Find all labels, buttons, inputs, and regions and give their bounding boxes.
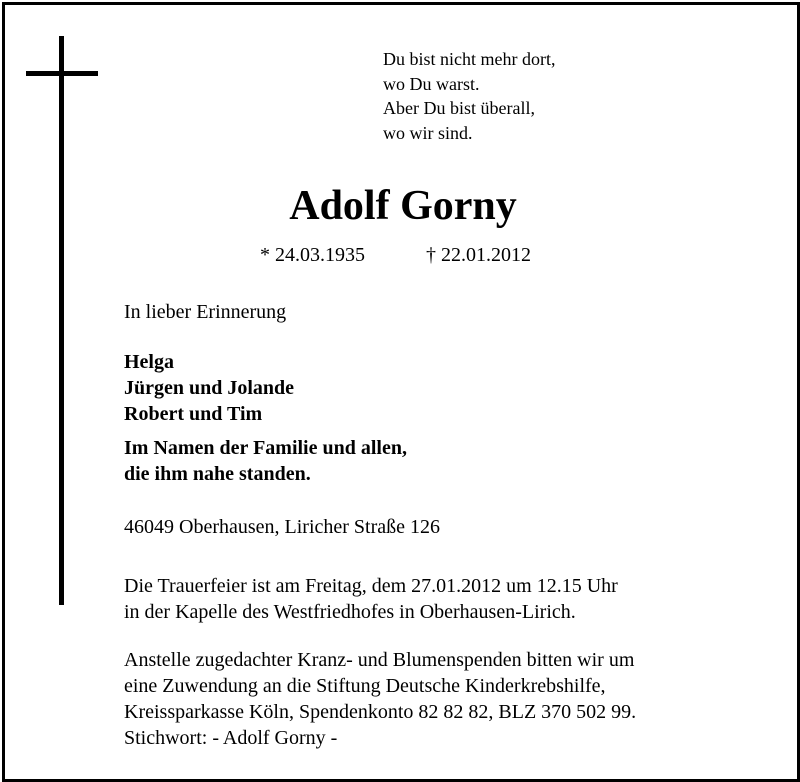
family-member: Helga (124, 351, 174, 373)
birth-date: * 24.03.1935 (260, 244, 365, 266)
family-member: Robert und Tim (124, 403, 263, 425)
death-date: † 22.01.2012 (426, 244, 531, 266)
address: 46049 Oberhausen, Liricher Straße 126 (124, 516, 441, 538)
service-line: Die Trauerfeier ist am Freitag, dem 27.01.2012 um 12.15 Uhr (124, 575, 618, 597)
cross-horizontal-bar (26, 71, 98, 76)
funeral-service-info (124, 573, 618, 625)
remembrance-line: In lieber Erinnerung (124, 301, 287, 323)
donation-line: Kreissparkasse Köln, Spendenkonto 82 82 82, BLZ 370 502 99. (124, 701, 637, 723)
service-line: in der Kapelle des Westfriedhofes in Oberhausen-Lirich. (124, 601, 576, 623)
cross-vertical-bar (59, 36, 64, 605)
deceased-name: Adolf Gorny (289, 183, 517, 229)
family-note (124, 435, 407, 487)
family-member: Jürgen und Jolande (124, 377, 295, 399)
donation-line: eine Zuwendung an die Stiftung Deutsche Kinderkrebshilfe, (124, 675, 606, 697)
family-note-line: Im Namen der Familie und allen, (124, 437, 407, 459)
poem-line: Du bist nicht mehr dort, (383, 49, 556, 69)
poem-line: wo Du warst. (383, 73, 480, 94)
poem (383, 47, 555, 145)
family-note-line: die ihm nahe standen. (124, 463, 311, 485)
donation-line: Stichwort: - Adolf Gorny - (124, 727, 338, 749)
donation-request (124, 647, 636, 751)
donation-line: Anstelle zugedachter Kranz- und Blumenspenden bitten wir um (124, 649, 635, 671)
poem-line: Aber Du bist überall, (383, 98, 535, 118)
family-members (124, 349, 294, 427)
poem-line: wo wir sind. (383, 122, 473, 143)
